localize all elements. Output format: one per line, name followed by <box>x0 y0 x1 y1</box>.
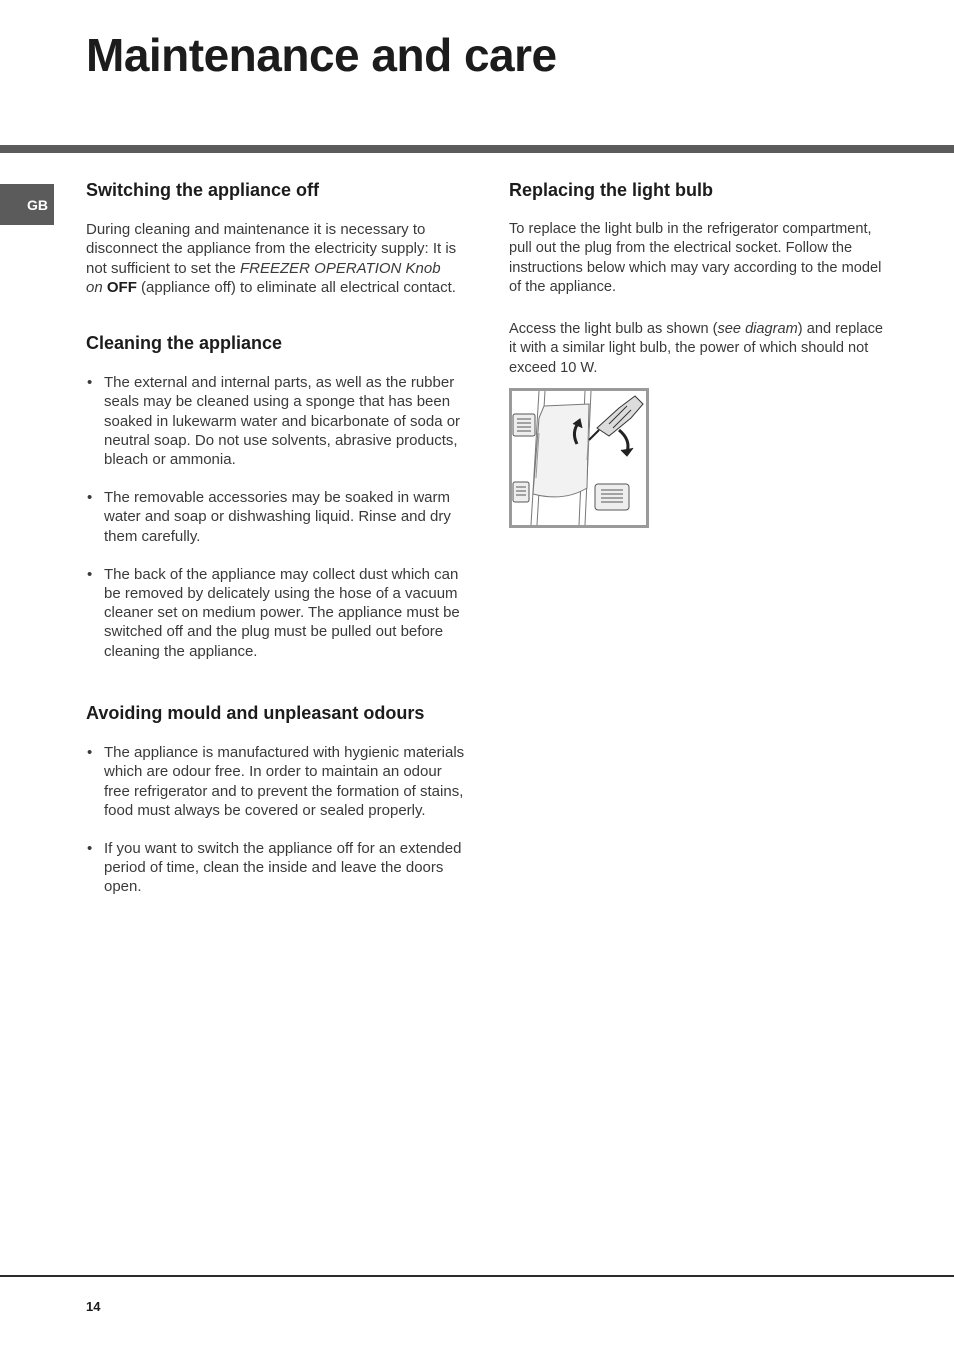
switching-off-text-bold: OFF <box>106 278 137 296</box>
heading-mould: Avoiding mould and unpleasant odours <box>86 703 425 724</box>
light-bulb-text-a: Access the light bulb as shown ( <box>509 321 718 338</box>
list-item: • If you want to switch the appliance off for an extended period of time, clean the inside and leave the doors open. <box>86 839 466 897</box>
heading-switching-off: Switching the appliance off <box>86 180 320 200</box>
light-bulb-paragraph-2 <box>509 320 884 378</box>
mould-list <box>86 743 466 897</box>
light-bulb-text-italic: see diagram <box>717 321 798 338</box>
switching-off-text-1: During cleaning and maintenance it is necessary to disconnect the appliance from the electricity supply: It is not sufficient to set the <box>86 221 457 277</box>
page-title: Maintenance and care <box>86 29 557 81</box>
left-column <box>86 178 466 897</box>
header-divider <box>0 145 954 153</box>
light-bulb-paragraph-1: To replace the light bulb in the refrigerator compartment, pull out the plug from the electrical socket. Follow the instructions below which may vary according to the model of the appliance. <box>509 221 882 295</box>
switching-off-text-italic: FREEZER OPERATION Knob on <box>86 259 441 296</box>
footer-divider <box>0 1275 954 1277</box>
list-item: • The external and internal parts, as well as the rubber seals may be cleaned using a sponge that has been soaked in lukewarm water and bicarbonate of soda or neutral soap. Do not use solvents, abrasive products, bleach or ammonia. <box>86 373 466 469</box>
switching-off-paragraph <box>86 220 466 297</box>
switching-off-text-2: (appliance off) to eliminate all electrical contact. <box>136 278 456 296</box>
light-bulb-diagram <box>509 388 649 528</box>
heading-light-bulb: Replacing the light bulb <box>509 180 713 200</box>
cleaning-list <box>86 373 466 661</box>
list-item: • The back of the appliance may collect dust which can be removed by delicately using the hose of a vacuum cleaner set on medium power. The appliance must be switched off and the plug must be pulled out before cleaning the appliance. <box>86 565 466 661</box>
language-tab: GB <box>0 184 54 225</box>
light-bulb-text-b: ) and replace it with a similar light bulb, the power of which should not exceed 10 W. <box>509 321 883 376</box>
list-item: • The removable accessories may be soaked in warm water and soap or dishwashing liquid. Rinse and dry them carefully. <box>86 488 466 546</box>
right-column <box>509 178 884 528</box>
list-item: • The appliance is manufactured with hygienic materials which are odour free. In order to maintain an odour free refrigerator and to prevent the formation of stains, food must always be covered or sealed properly. <box>86 743 466 820</box>
page-number: 14 <box>86 1299 101 1314</box>
heading-cleaning: Cleaning the appliance <box>86 333 283 354</box>
